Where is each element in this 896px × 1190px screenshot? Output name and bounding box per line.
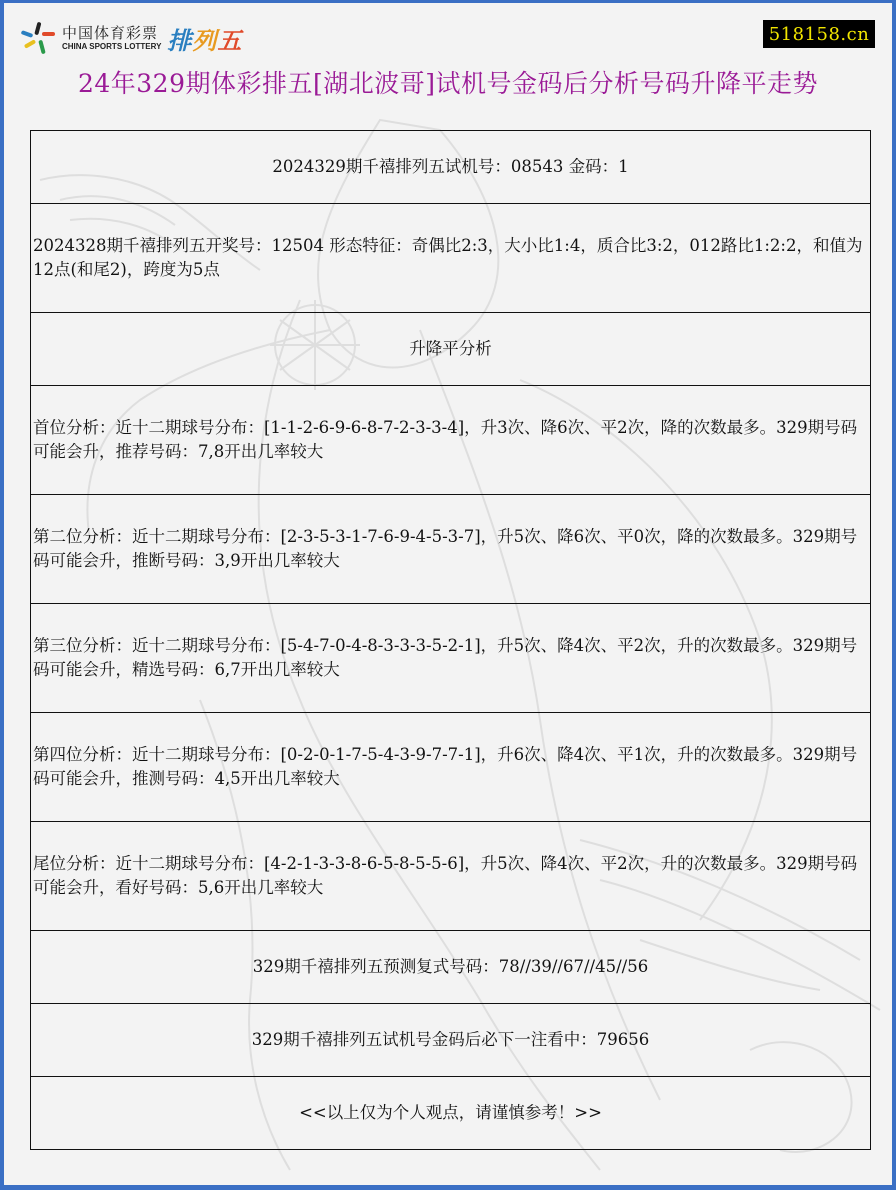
table-row	[31, 313, 871, 386]
compound-prediction-cell: 329期千禧排列五预测复式号码：78//39//67//45//56	[31, 931, 871, 1004]
site-badge: 518158.cn	[763, 20, 875, 48]
table-row	[31, 931, 871, 1004]
second-digit-analysis-cell: 第二位分析：近十二期球号分布：[2-3-5-3-1-7-6-9-4-5-3-7]，升5次、降6次、平0次，降的次数最多。329期号码可能会升，推断号码：3,9开出几率较大	[31, 495, 871, 604]
logo-en-text: CHINA SPORTS LOTTERY	[62, 42, 162, 51]
table-row	[31, 495, 871, 604]
trial-number-cell: 2024329期千禧排列五试机号：08543 金码：1	[31, 131, 871, 204]
last-digit-analysis-cell: 尾位分析：近十二期球号分布：[4-2-1-3-3-8-6-5-8-5-5-6]，升5次、降4次、平2次，升的次数最多。329期号码可能会升，看好号码：5,6开出几率较大	[31, 822, 871, 931]
table-row	[31, 131, 871, 204]
logo-cn-text: 中国体育彩票	[62, 24, 159, 42]
fourth-digit-analysis-cell: 第四位分析：近十二期球号分布：[0-2-0-1-7-5-4-3-9-7-7-1]，升6次、降4次、平1次，升的次数最多。329期号码可能会升，推测号码：4,5开出几率较大	[31, 713, 871, 822]
single-pick-cell: 329期千禧排列五试机号金码后必下一注看中：79656	[31, 1004, 871, 1077]
last-draw-cell: 2024328期千禧排列五开奖号：12504 形态特征：奇偶比2:3，大小比1:4，质合比3:2，012路比1:2:2，和值为12点(和尾2)，跨度为5点	[31, 204, 871, 313]
table-row	[31, 386, 871, 495]
table-row	[31, 822, 871, 931]
page-title: 24年329期体彩排五[湖北波哥]试机号金码后分析号码升降平走势	[77, 69, 819, 98]
analysis-table	[30, 130, 871, 1150]
china-sports-lottery-logo	[18, 18, 242, 58]
table-row	[31, 604, 871, 713]
table-row	[31, 713, 871, 822]
disclaimer-cell: <<以上仅为个人观点，请谨慎参考！>>	[31, 1077, 871, 1150]
lottery-star-icon	[18, 18, 58, 58]
table-row	[31, 1077, 871, 1150]
table-row	[31, 1004, 871, 1077]
game-name-logo: 排列五	[167, 26, 243, 55]
table-row	[31, 204, 871, 313]
first-digit-analysis-cell: 首位分析：近十二期球号分布：[1-1-2-6-9-6-8-7-2-3-3-4]，升3次、降6次、平2次，降的次数最多。329期号码可能会升，推荐号码：7,8开出几率较大	[31, 386, 871, 495]
third-digit-analysis-cell: 第三位分析：近十二期球号分布：[5-4-7-0-4-8-3-3-3-5-2-1]，升5次、降4次、平2次，升的次数最多。329期号码可能会升，精选号码：6,7开出几率较大	[31, 604, 871, 713]
section-heading-cell: 升降平分析	[31, 313, 871, 386]
